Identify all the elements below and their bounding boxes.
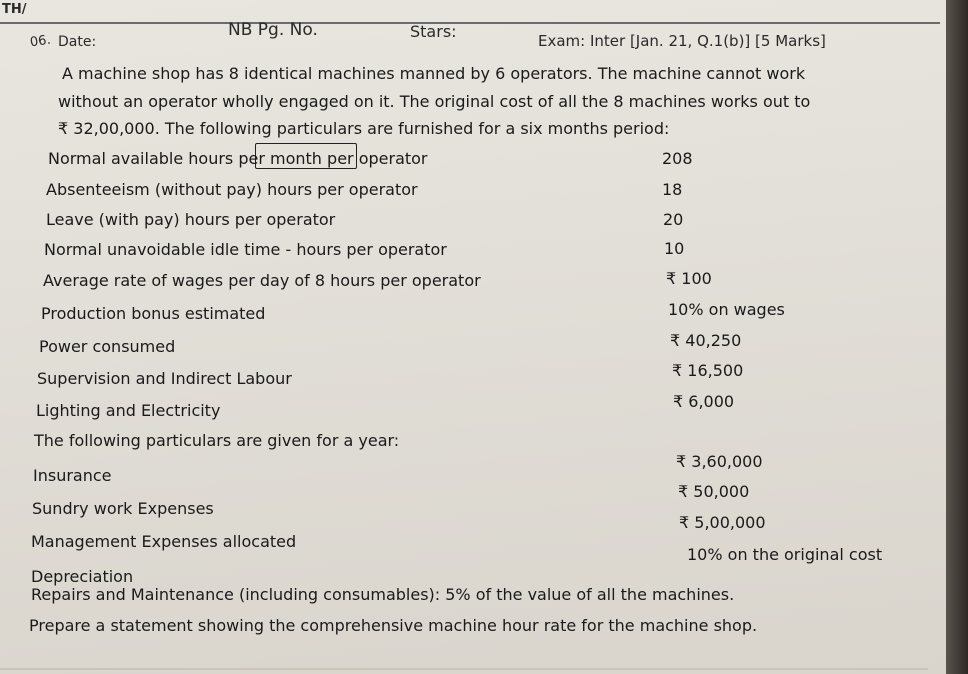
item-value: 10% on the original cost (687, 545, 883, 564)
stars-label: Stars: (410, 22, 457, 41)
item-value: 208 (662, 149, 693, 168)
item-label: Supervision and Indirect Labour (37, 369, 292, 388)
item-value: ₹ 6,000 (673, 392, 735, 411)
page-edge-shadow (946, 0, 968, 674)
item-label: Normal available hours per month per operator (48, 149, 428, 168)
repairs-line: Repairs and Maintenance (including consumables): 5% of the value of all the machines. (31, 585, 735, 604)
intro-line-2: without an operator wholly engaged on it. The original cost of all the 8 machines works out to (58, 92, 811, 111)
header-rule (0, 22, 940, 24)
item-label: Production bonus estimated (41, 304, 266, 323)
item-value: ₹ 40,250 (670, 331, 742, 350)
item-label: Management Expenses allocated (31, 532, 297, 551)
question-number: 06. (29, 32, 52, 51)
item-value: 20 (663, 210, 684, 229)
item-value: 18 (662, 180, 683, 199)
item-label: Sundry work Expenses (32, 499, 214, 518)
intro-line-3: ₹ 32,00,000. The following particulars are furnished for a six months period: (58, 119, 670, 138)
item-label: Normal unavoidable idle time - hours per operator (44, 240, 447, 259)
instruction-line: Prepare a statement showing the comprehensive machine hour rate for the machine shop. (29, 616, 758, 635)
page-bottom-line (0, 668, 928, 670)
item-label: Absenteeism (without pay) hours per operator (46, 180, 418, 199)
item-label: Leave (with pay) hours per operator (46, 210, 336, 229)
item-value: 10 (664, 239, 685, 258)
notebook-page-label: NB Pg. No. (228, 20, 318, 40)
item-label: Insurance (33, 466, 112, 485)
item-value: ₹ 100 (666, 269, 712, 288)
year-heading: The following particulars are given for a year: (34, 431, 400, 450)
date-label: Date: (58, 34, 97, 50)
exam-reference: Exam: Inter [Jan. 21, Q.1(b)] [5 Marks] (538, 32, 826, 50)
item-value: ₹ 16,500 (672, 361, 744, 380)
item-label: Depreciation (31, 567, 134, 586)
item-value: ₹ 5,00,000 (679, 513, 766, 532)
intro-line-1: A machine shop has 8 identical machines manned by 6 operators. The machine cannot work (62, 64, 806, 83)
item-value: ₹ 50,000 (678, 482, 750, 501)
item-label: Lighting and Electricity (36, 401, 221, 420)
item-label: Power consumed (39, 337, 176, 356)
item-label: Average rate of wages per day of 8 hours per operator (43, 271, 481, 290)
item-value: ₹ 3,60,000 (676, 452, 763, 471)
item-value: 10% on wages (668, 300, 785, 319)
corner-mark: TH/ (2, 2, 27, 17)
